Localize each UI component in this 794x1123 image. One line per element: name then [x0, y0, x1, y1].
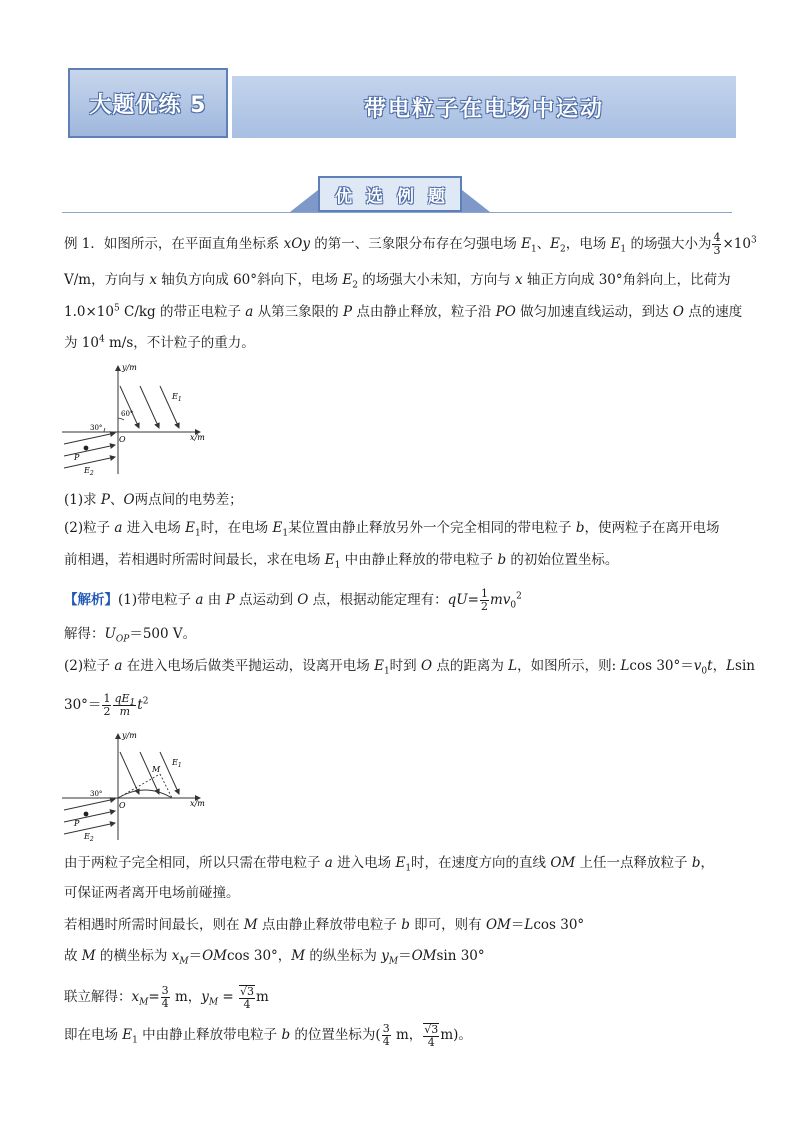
title-bar [232, 76, 736, 138]
lesson-badge-text: 大题优练 5 [89, 92, 207, 118]
figure-1-diagram [60, 362, 220, 477]
fraction: $\frac{4}{3}$ [713, 231, 721, 257]
e2-field-line [64, 433, 115, 444]
y-axis-label: y/m [122, 363, 137, 372]
problem-line-2: V/m，方向与 x 轴负方向成 60°斜向下，电场 $E_2$ 的场强大小未知，方向与 x 轴正方向成 30°角斜向上，比荷为 [64, 272, 731, 291]
solution-line-3: (2)粒子 a 在进入电场后做类平抛运动，设离开电场 $E_1$时到 O 点的距离为 L，如图所示，则: Lcos $30^\circ=v_0t$，Lsin [64, 658, 755, 677]
e1-field-line [140, 386, 159, 428]
solution-line-8: 故 M 的横坐标为 $x_M=OMcos$ 30°，M 的纵坐标为 $y_M=OMsin$ 30° [64, 948, 485, 967]
section-tag-box [318, 176, 462, 212]
origin-label: O [119, 801, 126, 810]
fraction: $\frac{√3}{4}$ [424, 1022, 439, 1049]
trajectory [118, 790, 172, 798]
y-axis-label: y/m [122, 731, 137, 740]
figure-2-diagram [60, 730, 220, 842]
e1-field-line [120, 386, 139, 428]
solution-line-9: 联立解得：$x_M=$ $\frac{3}{4}$ m，$y_M$ = $\frac{√3}{4}$ m [64, 984, 269, 1011]
e2-field-line [64, 799, 115, 810]
section-char: 题 [428, 186, 445, 207]
m-label: M [152, 765, 161, 774]
x-axis-label: x/m [190, 433, 205, 442]
solution-line-6: 可保证两者离开电场前碰撞。 [64, 885, 240, 901]
fraction: $\frac{3}{4}$ [161, 984, 169, 1010]
lesson-badge [68, 68, 228, 138]
e2-label: $E_2$ [84, 466, 94, 477]
fraction: $\frac{3}{4}$ [382, 1022, 390, 1048]
origin-label: O [119, 435, 126, 444]
angle-30-label: 30° [90, 424, 103, 432]
solution-line-5: 由于两粒子完全相同，所以只需在带电粒子 a 进入电场 $E_1$时，在速度方向的直线 OM 上任一点释放粒子 b， [64, 855, 714, 874]
solution-tag: 【解析】 [64, 592, 118, 608]
x-axis-label: x/m [190, 799, 205, 808]
e1-label: $E_1$ [172, 758, 182, 769]
p-label: P [74, 453, 80, 462]
fraction: $\frac{1}{2}$ [480, 587, 488, 613]
solution-line-1: 【解析】(1)带电粒子 a 由 P 点运动到 O 点，根据动能定理有：qU= $\frac{1}{2}$ $mv_0^2$ [64, 587, 522, 613]
fraction: $\frac{1}{2}$ [103, 692, 111, 718]
section-char: 选 [366, 186, 383, 207]
e1-label: $E_1$ [172, 392, 182, 403]
question-1: (1)求 P、O两点间的电势差； [64, 492, 243, 508]
problem-line-3: $1.0\times 10^5$ C/kg 的带正电粒子 a 从第三象限的 P 点由静止释放，粒子沿 PO 做匀加速直线运动，到达 O 点的速度 [64, 303, 743, 320]
point-p [84, 446, 89, 451]
section-tag [290, 176, 490, 214]
e2-label: $E_2$ [84, 832, 94, 842]
angle-60-label: 60° [121, 410, 134, 418]
section-char: 例 [397, 186, 414, 207]
angle-30-label: 30° [90, 790, 103, 798]
e2-field-line [64, 811, 115, 822]
section-char: 优 [335, 186, 352, 207]
problem-line-1: 例 1．如图所示，在平面直角坐标系 xOy 的第一、三象限分布存在匀强电场 $E_1$、$E_2$，电场 $E_1$ 的场强大小为 $\frac{4}{3}$ $\times 10^3$ [64, 231, 757, 257]
solution-line-7: 若相遇时所需时间最长，则在 M 点由静止释放带电粒子 b 即可，则有 OM＝Lcos 30° [64, 917, 585, 933]
problem-line-4: 为 $10^4$ m/s，不计粒子的重力。 [64, 334, 255, 351]
e2-field-line [64, 445, 115, 456]
header-banner [68, 68, 736, 138]
page-title: 带电粒子在电场中运动 [363, 96, 604, 122]
question-2-line-1: (2)粒子 a 进入电场 $E_1$时，在电场 $E_1$某位置由静止释放另外一个完全相同的带电粒子 b，使两粒子在离开电场 [64, 520, 720, 539]
p-label: P [74, 819, 80, 828]
solution-line-2: 解得：$U_{OP}=500$ V。 [64, 626, 197, 645]
solution-line-10: 即在电场 $E_1$ 中由静止释放带电粒子 b 的位置坐标为( $\frac{3}{4}$ m， $\frac{√3}{4}$ m)。 [64, 1022, 472, 1049]
fraction: $\frac{qE_1}{m}$ [114, 692, 136, 718]
point-p [84, 812, 89, 817]
question-2-line-2: 前相遇，若相遇时所需时间最长，求在电场 $E_1$ 中由静止释放的带电粒子 b 的初始位置坐标。 [64, 552, 619, 571]
fraction: $\frac{√3}{4}$ [240, 984, 255, 1011]
solution-line-4: 30°＝ $\frac{1}{2}$ $\frac{qE_1}{m}$ $t^2$ [64, 692, 149, 718]
